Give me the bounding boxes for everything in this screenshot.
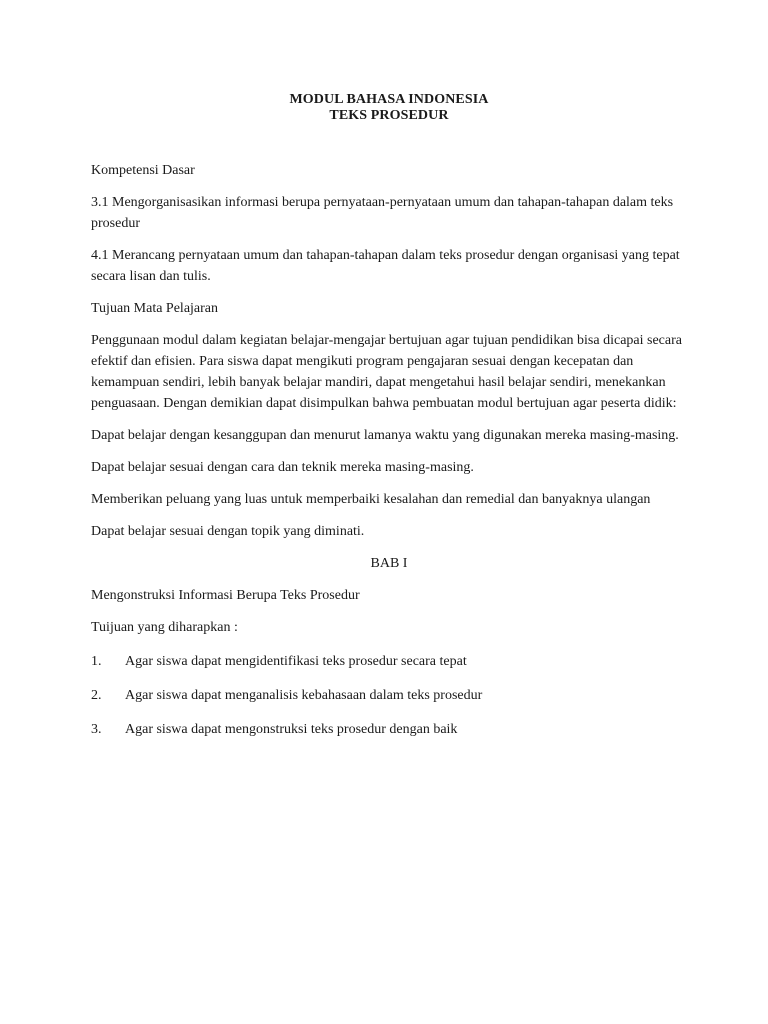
list-item-number: 2. [91,688,102,703]
document-title-line1: MODUL BAHASA INDONESIA [289,92,489,107]
bab-heading: BAB I [370,556,408,571]
tujuan-paragraph: Penggunaan modul dalam kegiatan belajar-mengajar bertujuan agar tujuan pendidikan bisa dicapai secara efektif dan efisien. Para siswa dapat mengikuti program pengajaran sesuai dengan kecepatan dan kemampuan sendiri, lebih banyak belajar mandiri, dapat mengetahui hasil belajar sendiri, menekankan penguasaan. Dengan demikian dapat disimpulkan bahwa pembuatan modul bertujuan agar peserta didik: [91,333,682,411]
kd-4-1: 4.1 Merancang pernyataan umum dan tahapan-tahapan dalam teks prosedur dengan organisasi yang tepat secara lisan dan tulis. [91,248,680,284]
goal-3: Memberikan peluang yang luas untuk memperbaiki kesalahan dan remedial dan banyaknya ulangan [91,492,651,507]
list-item-text: Agar siswa dapat menganalisis kebahasaan dalam teks prosedur [125,688,483,703]
harapan-heading: Tuijuan yang diharapkan : [91,620,238,635]
list-item-text: Agar siswa dapat mengidentifikasi teks prosedur secara tepat [125,654,467,669]
list-item-text: Agar siswa dapat mengonstruksi teks prosedur dengan baik [125,722,458,737]
list-item [91,685,687,706]
list-item-number: 1. [91,654,102,669]
list-item-number: 3. [91,722,102,737]
list-item [91,651,687,672]
kd-3-1: 3.1 Mengorganisasikan informasi berupa pernyataan-pernyataan umum dan tahapan-tahapan dalam teks prosedur [91,195,674,231]
bab-title: Mengonstruksi Informasi Berupa Teks Prosedur [91,588,360,603]
goal-4: Dapat belajar sesuai dengan topik yang diminati. [91,524,365,539]
goal-2: Dapat belajar sesuai dengan cara dan teknik mereka masing-masing. [91,460,474,475]
tujuan-heading: Tujuan Mata Pelajaran [91,301,219,316]
kompetensi-heading: Kompetensi Dasar [91,163,195,178]
list-item [91,719,687,740]
goal-1: Dapat belajar dengan kesanggupan dan menurut lamanya waktu yang digunakan mereka masing-masing. [91,428,679,443]
document-title-line2: TEKS PROSEDUR [329,108,449,123]
document-body [91,92,687,740]
